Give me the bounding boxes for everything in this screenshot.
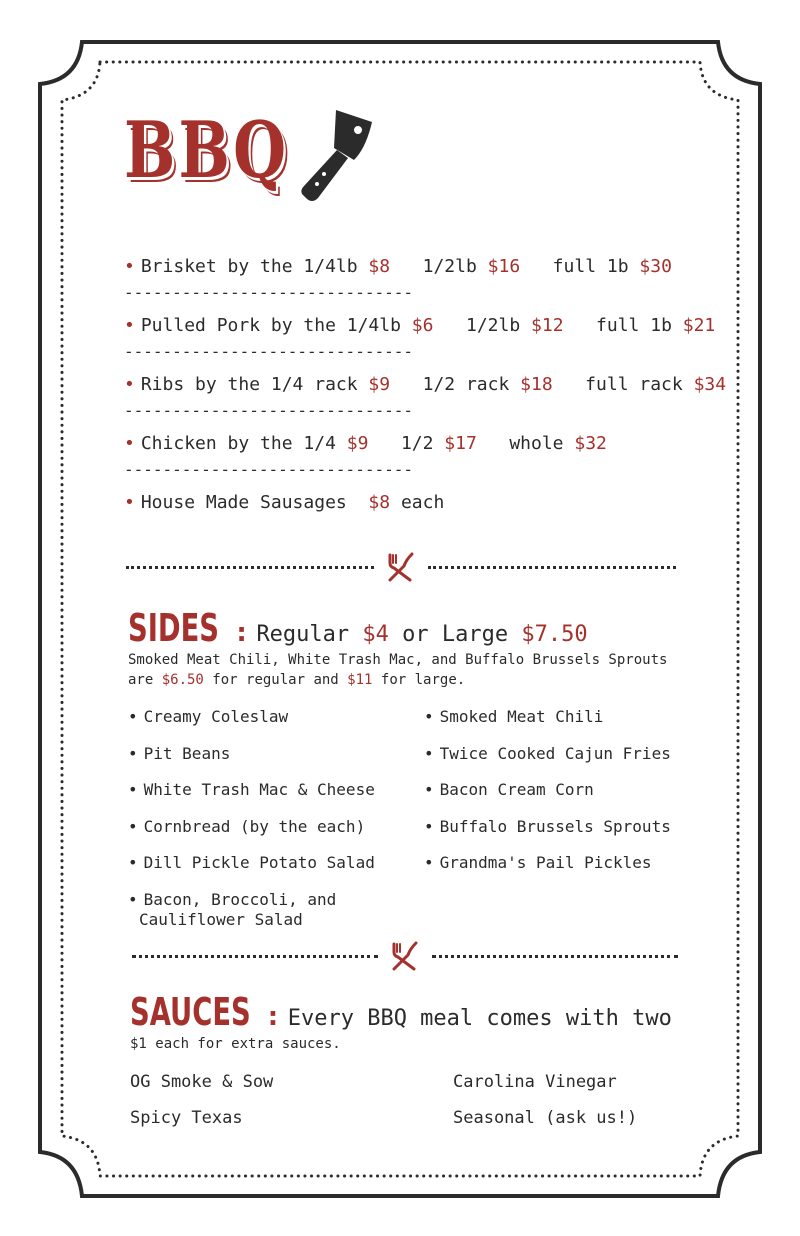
sauce-item: Spicy Texas — [130, 1108, 243, 1128]
item-text: Brisket by the 1/4lb — [140, 256, 369, 277]
item-text: for large. — [372, 672, 466, 688]
separator-line: ------------------------------ — [124, 460, 413, 479]
price: $11 — [347, 672, 373, 688]
item-text: Chicken by the 1/4 — [140, 433, 347, 454]
side-item: • Grandma's Pail Pickles — [424, 853, 652, 872]
item-text: each — [390, 492, 445, 513]
sauce-item: Carolina Vinegar — [453, 1072, 617, 1092]
price: $21 — [682, 315, 716, 336]
side-item: • Buffalo Brussels Sprouts — [424, 816, 671, 836]
item-text: Pulled Pork by the 1/4lb — [140, 315, 412, 336]
bbq-item-chicken — [124, 427, 724, 460]
price: $12 — [531, 315, 564, 336]
bbq-item-sausages — [124, 486, 724, 519]
side-item: • Bacon Cream Corn — [424, 780, 594, 799]
side-item: • Smoked Meat Chili — [424, 707, 604, 726]
item-text: Regular — [256, 622, 363, 647]
sides-right-column — [424, 707, 671, 890]
price: $7.50 — [521, 622, 588, 647]
sauce-item: OG Smoke & Sow — [130, 1072, 274, 1092]
sauces-heading — [130, 990, 672, 1034]
bbq-item-pulled-pork — [124, 309, 724, 342]
separator-line: ------------------------------ — [124, 342, 413, 361]
bullet: • — [124, 492, 135, 513]
bullet: • — [124, 256, 135, 277]
sides-note — [128, 650, 667, 690]
item-text: full 1b — [563, 315, 683, 336]
sides-price-line — [256, 622, 587, 647]
sauces-subtitle: Every BBQ meal comes with two — [287, 1006, 672, 1031]
price: $4 — [362, 622, 389, 647]
sauce-item: Seasonal (ask us!) — [453, 1108, 638, 1128]
item-text: House Made Sausages — [140, 492, 369, 513]
fork-knife-icon — [388, 941, 422, 971]
side-item: • Cornbread (by the each) — [128, 816, 366, 836]
sauces-note: $1 each for extra sauces. — [130, 1036, 341, 1052]
price: $8 — [368, 256, 391, 277]
sauces-colon: : — [267, 1002, 279, 1032]
item-text: 1/2 — [368, 433, 445, 454]
price: $32 — [574, 433, 607, 454]
bbq-items — [124, 250, 727, 519]
item-text: full rack — [552, 374, 694, 395]
price: $6 — [411, 315, 434, 336]
item-text: whole — [476, 433, 575, 454]
side-item: • White Trash Mac & Cheese — [128, 780, 375, 799]
sides-note-line-1: Smoked Meat Chili, White Trash Mac, and Buffalo Brussels Sprouts — [128, 652, 668, 668]
bbq-item-brisket — [124, 250, 724, 283]
price: $8 — [368, 492, 391, 513]
price: $30 — [639, 256, 672, 277]
sides-note-line-2 — [128, 670, 667, 690]
item-text: or Large — [388, 622, 522, 647]
sides-colon: : — [236, 618, 247, 648]
side-item: • Bacon, Broccoli, and Cauliflower Salad — [128, 889, 337, 929]
sides-title: SIDES — [128, 606, 220, 650]
price: $34 — [693, 374, 727, 395]
item-text: 1/2lb — [433, 315, 532, 336]
item-text: full 1b — [520, 256, 640, 277]
price: $9 — [346, 433, 369, 454]
price: $18 — [520, 374, 553, 395]
item-text: Ribs by the 1/4 rack — [140, 374, 369, 395]
sides-heading — [128, 606, 588, 650]
bullet: • — [124, 433, 135, 454]
price: $6.50 — [161, 672, 204, 688]
separator-line: ------------------------------ — [124, 283, 413, 302]
item-text: for regular and — [203, 672, 348, 688]
item-text: 1/2lb — [390, 256, 488, 277]
bbq-title-block — [124, 105, 336, 196]
item-text: 1/2 rack — [390, 374, 521, 395]
fork-knife-icon — [384, 552, 418, 582]
separator-line: ------------------------------ — [124, 401, 413, 420]
bullet: • — [124, 315, 135, 336]
item-text: are — [128, 672, 162, 688]
side-item: • Pit Beans — [128, 743, 231, 763]
section-divider — [126, 552, 676, 582]
sides-left-column — [128, 707, 375, 930]
cleaver-icon — [296, 104, 386, 204]
bullet: • — [124, 374, 135, 395]
sauces-title: SAUCES — [130, 990, 251, 1034]
bbq-title: BBQ — [124, 105, 290, 196]
side-item: • Twice Cooked Cajun Fries — [424, 743, 671, 763]
side-item: • Creamy Coleslaw — [128, 707, 289, 726]
price: $17 — [444, 433, 477, 454]
section-divider — [132, 941, 678, 971]
bbq-item-ribs — [124, 368, 727, 401]
price: $9 — [368, 374, 391, 395]
side-item: • Dill Pickle Potato Salad — [128, 853, 375, 872]
price: $16 — [487, 256, 521, 277]
